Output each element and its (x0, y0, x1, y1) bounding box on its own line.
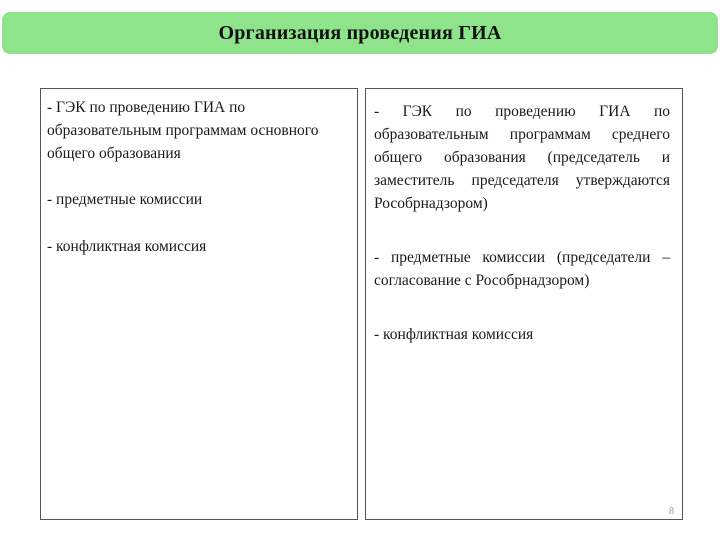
slide-title: Организация проведения ГИА (218, 21, 502, 44)
left-item-conflict-commission: - конфликтная комиссия (47, 238, 207, 255)
title-banner (2, 12, 718, 54)
left-panel (40, 88, 358, 520)
left-item-subject-commissions: - предметные комиссии (47, 191, 203, 208)
right-item-subject-commissions: - предметные комиссии (председатели – согласование с Рособрнадзором) (374, 249, 670, 289)
page-number: 8 (669, 506, 674, 517)
left-item-gek: - ГЭК по проведению ГИА по образовательным программам основного общего образования (47, 99, 319, 162)
right-item-conflict-commission: - конфликтная комиссия (374, 326, 534, 343)
right-panel (365, 88, 683, 520)
right-item-gek: - ГЭК по проведению ГИА по образовательным программам среднего общего образования (председатель и заместитель председателя утверждаются Рособрнадзором) (374, 103, 670, 212)
